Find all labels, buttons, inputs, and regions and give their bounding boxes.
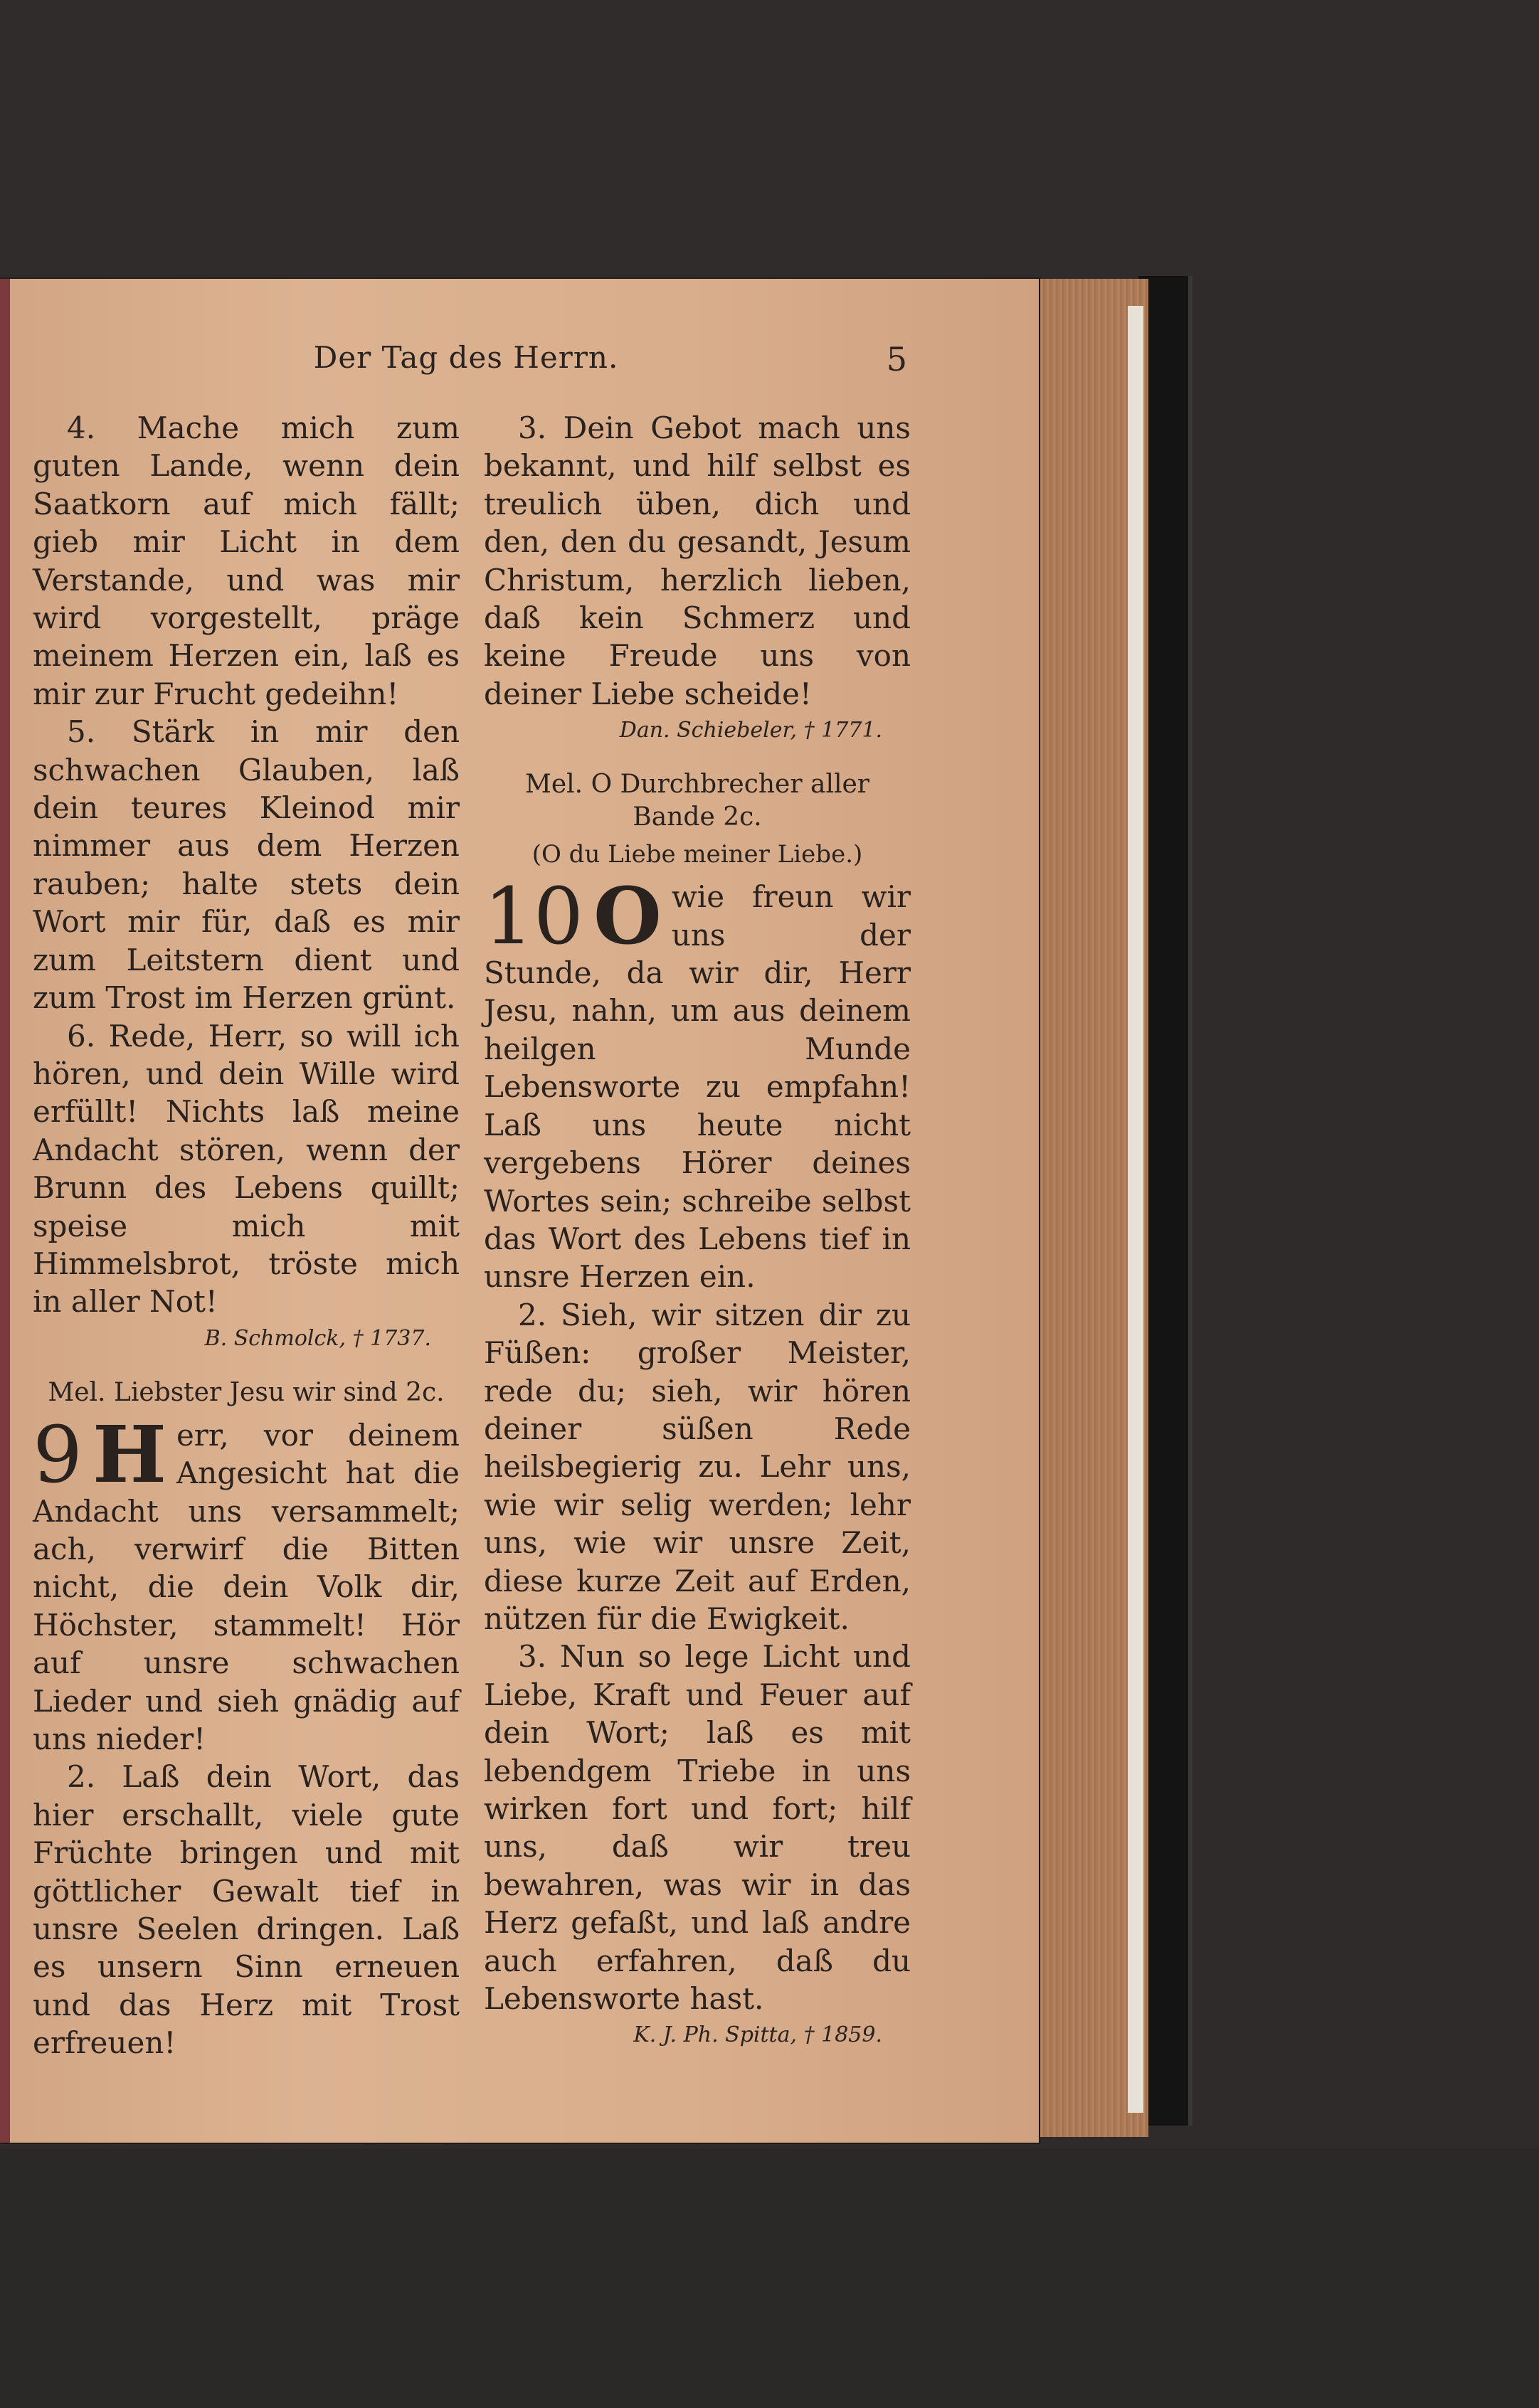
hymn-text: err, vor deinem Angesicht hat die Andacht uns versammelt; ach, verwirf die Bitten nicht, die dein Volk dir, Höchster, stammelt! Hör auf unsre schwachen Lieder und sieh gnädig auf uns nieder! — [33, 1417, 460, 1756]
verse-8-5: 5. Stärk in mir den schwachen Glauben, laß dein teures Kleinod mir nimmer aus dem Herzen rauben; halte stets dein Wort mir für, daß es mir zum Leitstern dient und zum Trost im Herzen grünt. — [33, 714, 460, 1016]
verse-8-3: 3. Dein Gebot mach uns bekannt, und hilf selbst es treulich üben, dich und den, den du gesandt, Jesum Christum, herzlich lieben, daß kein Schmerz und keine Freude uns von deiner Liebe scheide! — [484, 410, 911, 711]
background-top — [0, 0, 1539, 277]
hymn-9 — [33, 1408, 460, 1759]
melody-line: Mel. Liebster Jesu wir sind 2c. — [48, 1377, 445, 1407]
hymn-text: wie freun wir uns der Stunde, da wir dir, Herr Jesu, nahn, um aus deinem heilgen Munde Lebensworte zu empfahn! Laß uns heute nicht vergebens Hörer deines Wortes sein; schreibe selbst das Wort des Lebens tief in unsre Herzen ein. — [484, 879, 911, 1295]
hymn-8-end — [484, 409, 911, 713]
drop-initial: H — [92, 1408, 166, 1500]
verse-10-2: 2. Sieh, wir sitzen dir zu Füßen: großer Meister, rede du; sieh, wir hören deiner süßen Rede heilsbegierig zu. Lehr uns, wie wir selig werden; lehr uns, wie wir unsre Zeit, diese kurze Zeit auf Erden, nützen für die Ewigkeit. — [484, 1297, 911, 1636]
hymn-number: 10 — [484, 871, 583, 962]
hymn-number: 9 — [33, 1409, 83, 1500]
drop-initial: O — [593, 870, 662, 962]
book-spine — [0, 279, 10, 2143]
verse-10-3: 3. Nun so lege Licht und Liebe, Kraft und Feuer auf dein Wort; laß es mit lebendgem Triebe in uns wirken fort und fort; hilf uns, daß wir treu bewahren, was wir in das Herz gefaßt, und laß andre auch erfahren, daß du Lebensworte hast. — [484, 1639, 911, 2017]
author-credit: K. J. Ph. Spitta, † 1859. — [633, 2022, 882, 2048]
right-column — [484, 409, 911, 2053]
melody-line: Mel. O Durchbrecher aller Bande 2c. — [525, 770, 869, 832]
author-credit: Dan. Schiebeler, † 1771. — [619, 718, 882, 743]
verse-8-6: 6. Rede, Herr, so will ich hören, und dein Wille wird erfüllt! Nichts laß meine Andacht stören, wenn der Brunn des Lebens quillt; speise mich mit Himmelsbrot, tröste mich in aller Not! — [33, 1018, 460, 1320]
page-number: 5 — [886, 340, 907, 378]
hymn-10-verses — [484, 1296, 911, 2018]
running-title: Der Tag des Herrn. — [313, 340, 619, 375]
verse-9-2: 2. Laß dein Wort, das hier erschallt, viele gute Früchte bringen und mit göttlicher Gewalt tief in unsre Seelen dringen. Laß es unsern Sinn erneuen und das Herz mit Trost erfreuen! — [33, 1759, 460, 2061]
left-column — [33, 409, 460, 2062]
background-bottom — [0, 2148, 1539, 2408]
hymn-9-verses — [33, 1758, 460, 2062]
page-edge-highlight — [1128, 306, 1143, 2113]
hymn-8-continuation — [33, 409, 460, 1321]
verse-8-4: 4. Mache mich zum guten Lande, wenn dein Saatkorn auf mich fällt; gieb mir Licht in dem Verstande, und was mir wird vorgestellt, präge meinem Herzen ein, laß es mir zur Frucht gedeihn! — [33, 410, 460, 711]
running-header — [28, 340, 907, 390]
melody-alternate: (O du Liebe meiner Liebe.) — [531, 840, 863, 869]
author-credit: B. Schmolck, † 1737. — [204, 1325, 431, 1351]
hymn-10 — [484, 870, 911, 1295]
